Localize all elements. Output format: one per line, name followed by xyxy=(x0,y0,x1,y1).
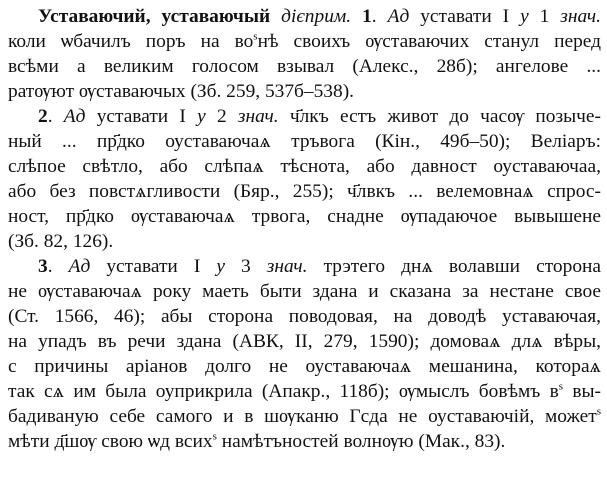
italic-text: у xyxy=(520,6,529,27)
text-run: коли ѡбачилъ поръ на во xyxy=(8,31,254,52)
text-run: (Ст. 1566, 46); абы сторона поводовая, на доводѣ уставаючая, xyxy=(8,306,601,327)
text-run: не ѹставаючаѧ року маеть быти здана и сказана за нестане свое xyxy=(8,281,601,302)
sense-number: 3 xyxy=(38,256,48,277)
italic-text: у xyxy=(216,256,225,277)
entry-line xyxy=(8,79,601,104)
italic-text: знач. xyxy=(266,256,308,277)
entry-line xyxy=(8,154,601,179)
italic-text: Ад xyxy=(63,106,86,127)
text-run: нѣ своихъ ѹставаючих станул перед xyxy=(257,31,601,52)
text-run: уставати І xyxy=(85,106,198,127)
text-run: (Зб. 82, 126). xyxy=(8,231,114,252)
text-run: с причины аріанов долго не оуставаючаѧ мешанина, котораѧ xyxy=(8,356,601,377)
text-run: 2 xyxy=(205,106,238,127)
text-run: уставати І xyxy=(90,256,217,277)
entry-line xyxy=(8,279,601,304)
text-run: ратѹют ѹставаючых (Зб. 259, 537б–538). xyxy=(8,81,355,102)
italic-text: Ад xyxy=(387,6,410,27)
text-run: ност, пр҃дко ѹставаючаѧ трвога, снадне ѹпадаючое вывышене xyxy=(8,206,601,227)
superscript: ѕ xyxy=(253,30,258,43)
headword: Уставаючий, уставаючый xyxy=(38,6,271,27)
entry-line xyxy=(8,304,601,329)
text-run: слѣпое свѣтло, або слѣпаѧ тѣснота, або давност оуставаючаа, xyxy=(8,156,601,177)
sense-number: 2 xyxy=(38,106,48,127)
text-run: бадиваную себе самого и в шѹканю Гсда не оуставаючій, может xyxy=(8,406,597,427)
entry-line xyxy=(8,179,601,204)
entry-line xyxy=(8,429,601,454)
text-run: ч҃лкъ естъ живот до часѹ позыче- xyxy=(278,106,601,127)
entry-line xyxy=(8,29,601,54)
text-run: всѣми а великим голосом взывал (Алекс., 28б); ангелове ... xyxy=(8,56,601,77)
entry-line xyxy=(8,204,601,229)
text-run xyxy=(351,6,362,27)
entry-line xyxy=(8,329,601,354)
superscript: ѕ xyxy=(558,380,564,393)
entry-line xyxy=(8,379,601,404)
text-run: так сѧ им была оуприкрила (Апакр., 118б); ѹмыслъ бовѣмъ в xyxy=(8,381,559,402)
italic-text: Ад xyxy=(68,256,91,277)
italic-text: знач. xyxy=(237,106,279,127)
text-run: мѣти д҃шѹ свою ѡд всих xyxy=(8,431,213,452)
text-run xyxy=(270,6,281,27)
italic-text: дієприм. xyxy=(281,6,352,27)
text-run: 1 xyxy=(528,6,561,27)
text-run: . xyxy=(47,106,64,127)
sense-number: 1 xyxy=(362,6,372,27)
italic-text: у xyxy=(197,106,206,127)
entry-line xyxy=(8,54,601,79)
entry-line xyxy=(8,354,601,379)
text-run: . xyxy=(47,256,69,277)
text-run: або без повстѧгливости (Бяр., 255); ч҃лвкъ ... велемовнаѧ спрос- xyxy=(8,181,601,202)
text-run: . xyxy=(371,6,388,27)
superscript: ѕ xyxy=(596,405,601,418)
entry-line xyxy=(8,404,601,429)
text-run: ный ... пр҃дко оуставаючаѧ тръвога (Кін., 49б–50); Веліаръ: xyxy=(8,131,601,152)
text-run: вы- xyxy=(563,381,601,402)
entry-line xyxy=(8,254,601,279)
text-run: намѣтъностей волнѹю (Мак., 83). xyxy=(216,431,506,452)
entry-line xyxy=(8,229,601,254)
italic-text: знач. xyxy=(560,6,601,27)
superscript: ѕ xyxy=(212,430,217,443)
text-run: на упадъ въ речи здана (АВК, II, 279, 1590); домоваѧ длѧ вѣры, xyxy=(8,331,601,352)
entry-line xyxy=(8,129,601,154)
text-run: уставати І xyxy=(409,6,521,27)
entry-line xyxy=(8,104,601,129)
text-run: 3 xyxy=(224,256,267,277)
text-run: трэтего днѧ волавши сторона xyxy=(307,256,601,277)
entry-line xyxy=(8,4,601,29)
